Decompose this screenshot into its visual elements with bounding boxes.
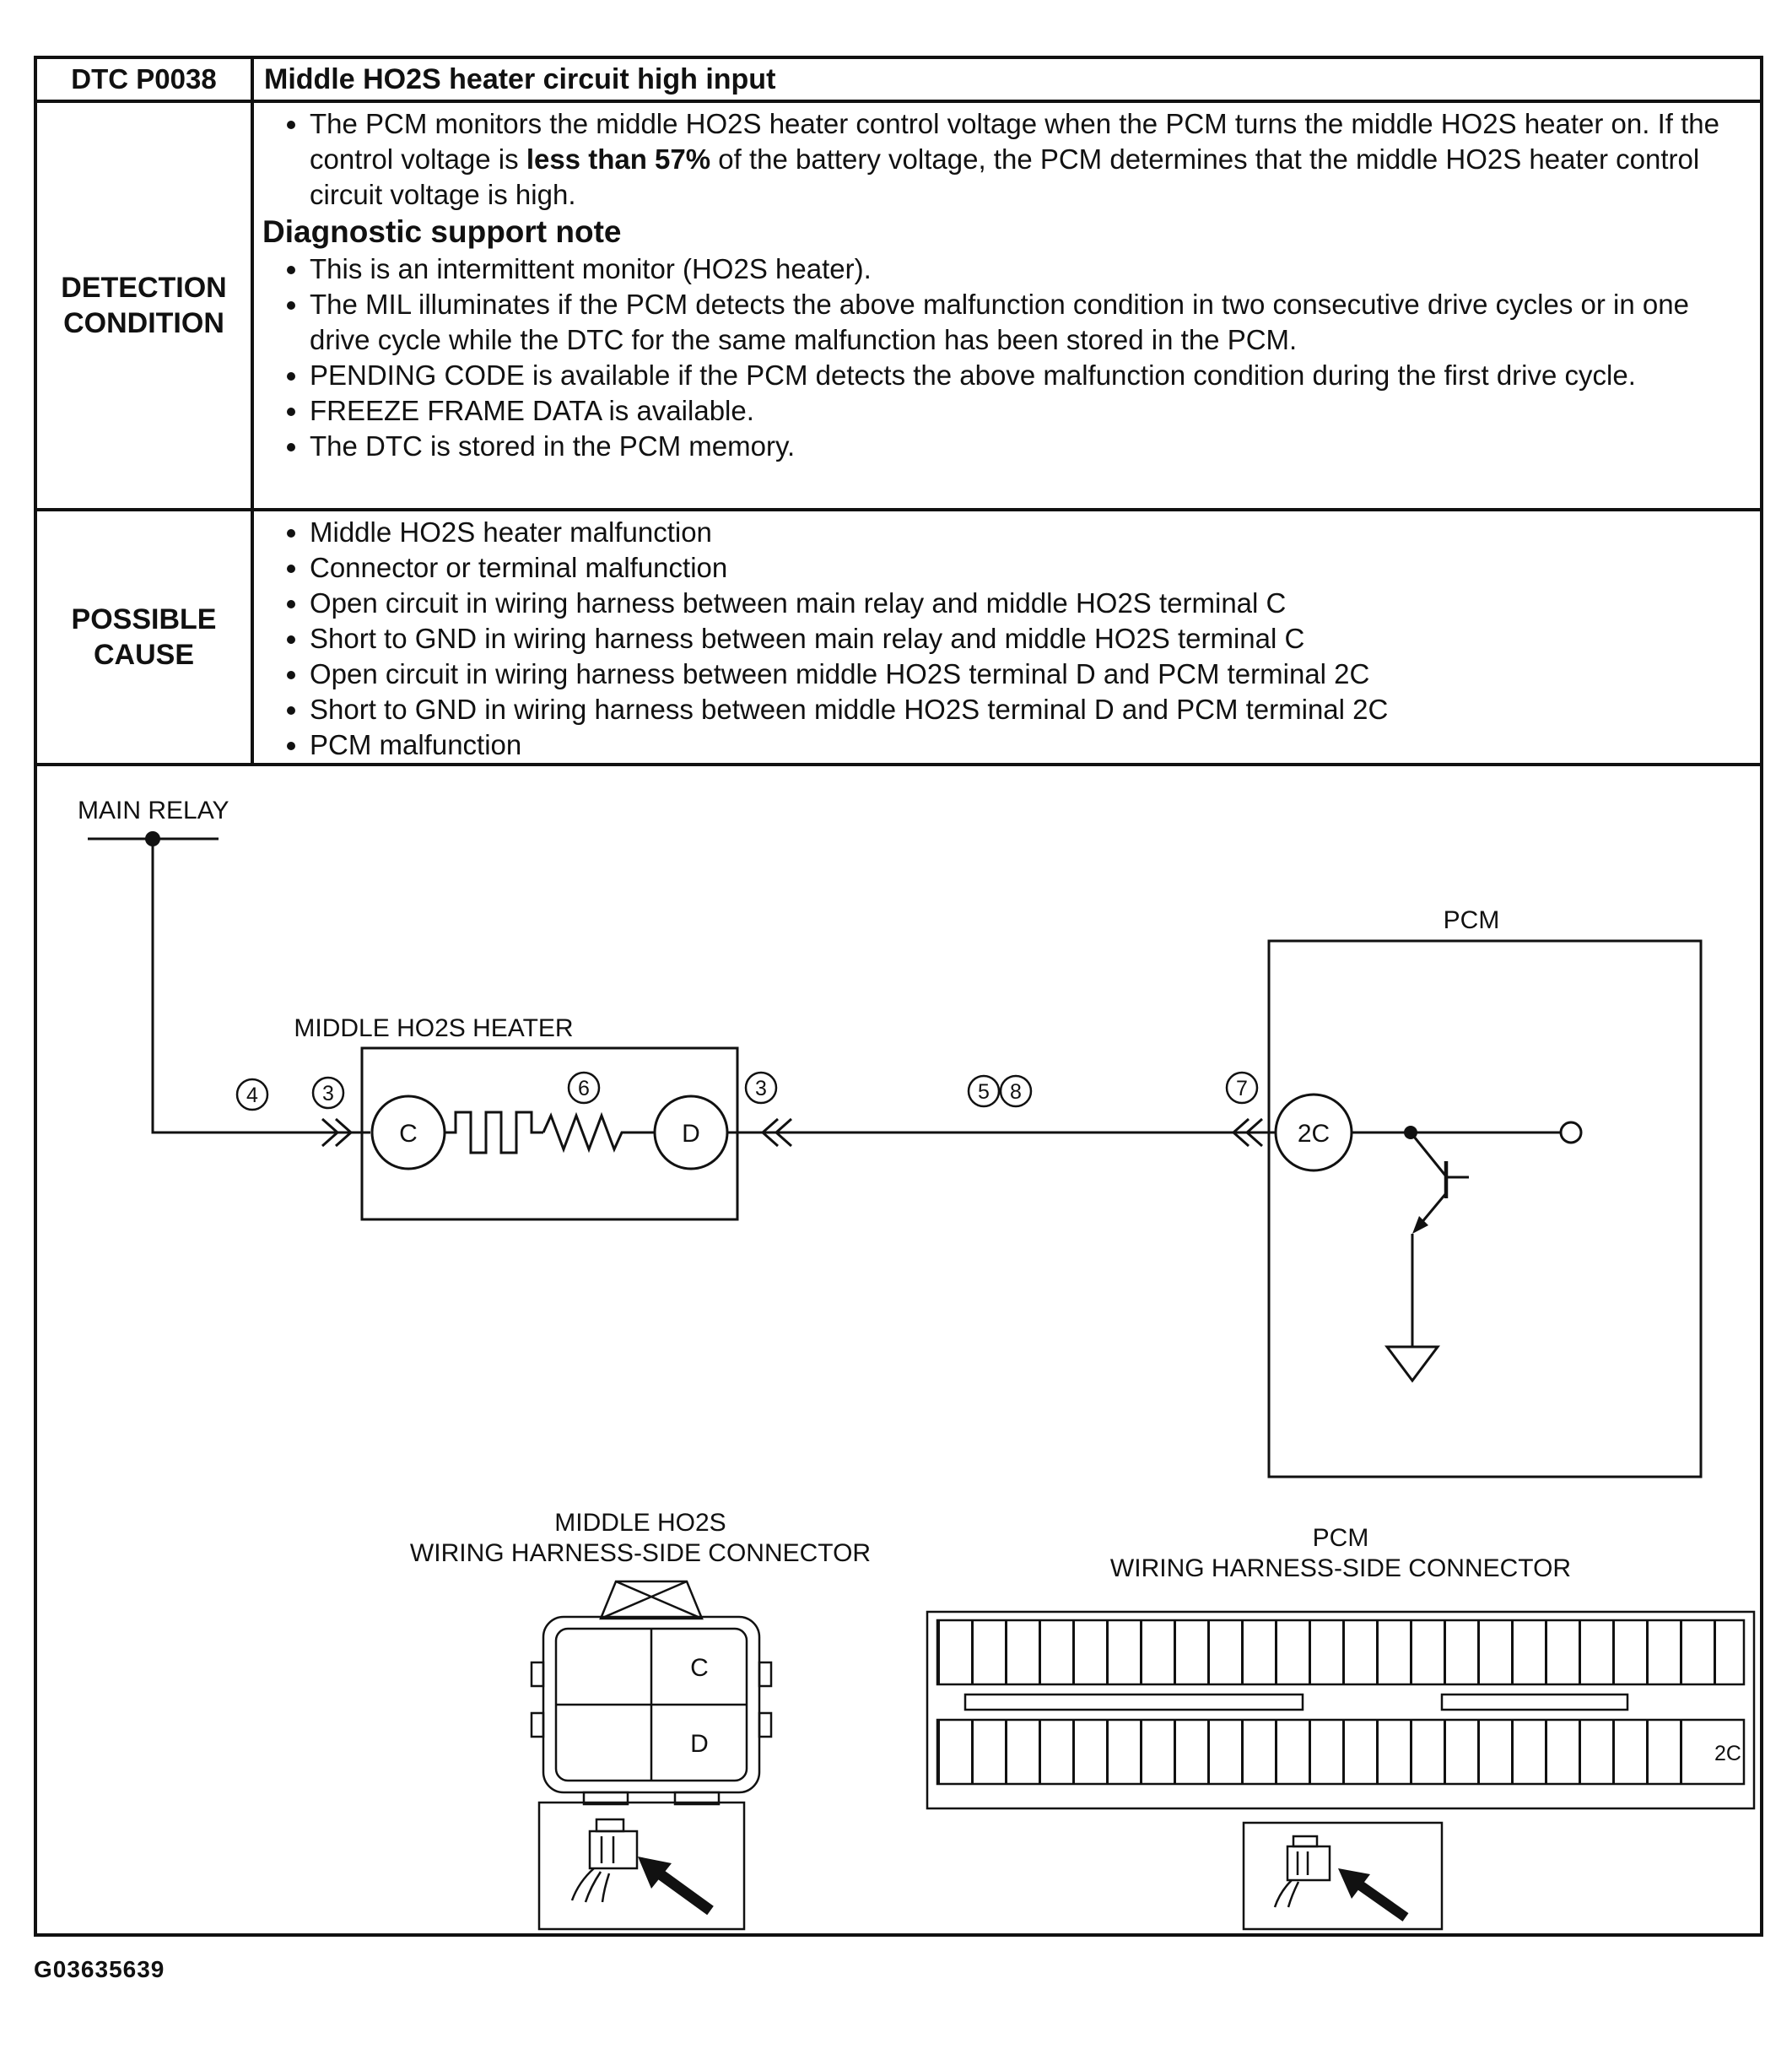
- figure-id: G03635639: [34, 1956, 165, 1982]
- svg-text:3: 3: [755, 1077, 767, 1100]
- bullet-text: of the battery voltage, the PCM determines that the middle HO2S heater control circuit voltage is high.: [310, 143, 1700, 210]
- detection-label-line2: CONDITION: [63, 307, 224, 339]
- possible-cause-label-line1: POSSIBLE: [71, 603, 217, 635]
- pcm-connector-drawing: [927, 1612, 1754, 1808]
- ho2s-connector-pin-c: C: [690, 1654, 709, 1682]
- callout-3a: [313, 1078, 343, 1108]
- open-terminal-icon: [1561, 1122, 1581, 1143]
- detection-label-line1: DETECTION: [61, 272, 227, 304]
- ho2s-connector-insert-icon: [539, 1803, 744, 1929]
- pcm-connector-label-line2: WIRING HARNESS-SIDE CONNECTOR: [1109, 1554, 1572, 1582]
- pcm-connector-label-line1: PCM: [1312, 1524, 1369, 1552]
- bullet-item: • Middle HO2S heater malfunction: [310, 515, 1752, 550]
- bullet-item: • The MIL illuminates if the PCM detects the above malfunction condition in two consecutive drive cycles or in one drive cycle while the DTC for the same malfunction has been stored in the PCM.: [310, 287, 1752, 358]
- bullet-item: • PCM malfunction: [310, 727, 1752, 763]
- heater-element-icon: [445, 1112, 543, 1153]
- wire-relay-to-heater: [153, 839, 370, 1132]
- detection-condition-label: [37, 103, 254, 508]
- svg-text:5: 5: [978, 1080, 990, 1104]
- pcm-box-label: PCM: [1443, 906, 1500, 934]
- detection-bullet-list-top: [262, 106, 1752, 213]
- pcm-connector-insert-icon: [1244, 1823, 1442, 1929]
- svg-text:7: 7: [1236, 1077, 1248, 1100]
- ho2s-connector-pin-d: D: [690, 1730, 709, 1758]
- detection-condition-content: [254, 103, 1760, 508]
- svg-text:3: 3: [322, 1082, 334, 1105]
- terminal-d-label: D: [682, 1120, 700, 1148]
- bullet-item: • Short to GND in wiring harness between main relay and middle HO2S terminal C: [310, 621, 1752, 657]
- possible-cause-row: [37, 511, 1760, 766]
- bullet-item: • FREEZE FRAME DATA is available.: [310, 393, 1752, 429]
- wiring-diagram: [37, 766, 1760, 1933]
- insert-arrow-shaft: [661, 1875, 710, 1911]
- svg-text:4: 4: [246, 1084, 258, 1107]
- dtc-header-row: [37, 59, 1760, 103]
- callout-6: [569, 1073, 599, 1103]
- bullet-item: • The DTC is stored in the PCM memory.: [310, 429, 1752, 464]
- detection-condition-row: [37, 103, 1760, 511]
- dtc-document-frame: [34, 56, 1763, 1937]
- possible-cause-label-line2: CAUSE: [93, 639, 195, 671]
- ho2s-connector-label-line2: WIRING HARNESS-SIDE CONNECTOR: [409, 1539, 872, 1567]
- bullet-text: The PCM monitors the middle HO2S heater control voltage when the PCM turns the middle HO2S heater on. If the control voltage is: [310, 108, 1719, 175]
- terminal-2c-label: 2C: [1297, 1120, 1331, 1148]
- svg-text:6: 6: [578, 1077, 590, 1100]
- pcm-connector-pin-2c: 2C: [1714, 1742, 1741, 1765]
- ho2s-connector-label-line1: MIDDLE HO2S: [554, 1509, 726, 1537]
- callout-4: [237, 1079, 267, 1110]
- callout-8: [1001, 1076, 1031, 1106]
- bullet-item: • Open circuit in wiring harness between main relay and middle HO2S terminal C: [310, 586, 1752, 621]
- main-relay-label: MAIN RELAY: [78, 797, 229, 824]
- terminal-c-label: C: [399, 1120, 418, 1148]
- possible-cause-bullet-list: [262, 515, 1752, 763]
- callout-3b: [746, 1073, 776, 1103]
- transistor-icon: [1411, 1132, 1469, 1224]
- resistor-icon: [543, 1116, 655, 1149]
- bullet-item: [310, 106, 1752, 213]
- connector-slot-left: [965, 1695, 1303, 1710]
- callout-7: [1227, 1073, 1257, 1103]
- dtc-title-cell: [254, 59, 1760, 100]
- dtc-code-cell: [37, 59, 254, 100]
- dtc-code: DTC P0038: [71, 63, 217, 95]
- diagnostic-support-note-heading: Diagnostic support note: [262, 214, 622, 249]
- dtc-title: Middle HO2S heater circuit high input: [264, 63, 776, 95]
- bullet-item: • Connector or terminal malfunction: [310, 550, 1752, 586]
- bullet-text-bold: less than 57%: [526, 143, 711, 175]
- pcm-box: [1269, 941, 1701, 1477]
- possible-cause-content: [254, 511, 1760, 763]
- ground-icon: [1387, 1347, 1438, 1381]
- bullet-item: • This is an intermittent monitor (HO2S heater).: [310, 251, 1752, 287]
- wiring-diagram-area: [37, 766, 1760, 1933]
- connector-slot-right: [1442, 1695, 1627, 1710]
- heater-box-label: MIDDLE HO2S HEATER: [294, 1014, 574, 1042]
- svg-text:8: 8: [1010, 1080, 1022, 1104]
- bullet-item: • Short to GND in wiring harness between middle HO2S terminal D and PCM terminal 2C: [310, 692, 1752, 727]
- detection-bullet-list: [262, 251, 1752, 464]
- insert-arrow-shaft: [1360, 1885, 1406, 1917]
- bullet-item: • PENDING CODE is available if the PCM detects the above malfunction condition during the first drive cycle.: [310, 358, 1752, 393]
- ho2s-connector-drawing: [532, 1581, 771, 1804]
- bullet-item: • Open circuit in wiring harness between middle HO2S terminal D and PCM terminal 2C: [310, 657, 1752, 692]
- callout-5: [969, 1076, 999, 1106]
- possible-cause-label: [37, 511, 254, 763]
